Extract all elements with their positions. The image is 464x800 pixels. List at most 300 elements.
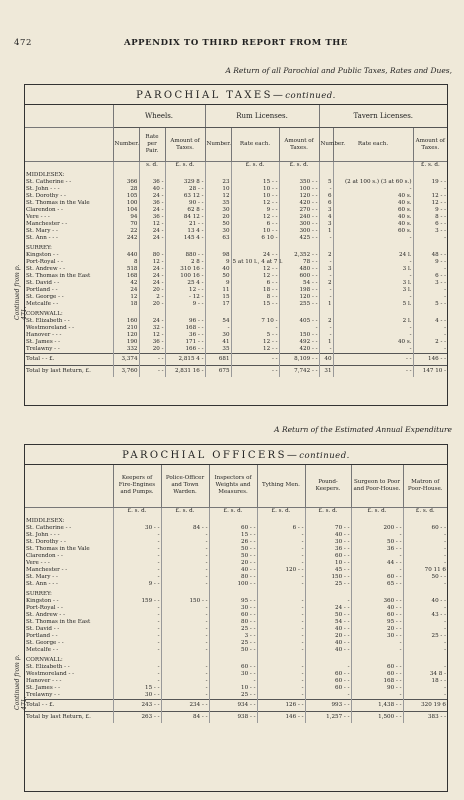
parish-name: St. Ann - - - [26, 235, 58, 241]
table-cell: 6 - - [231, 221, 279, 228]
table-cell: 255 - - [279, 301, 319, 308]
table-cell: 20 - - [351, 626, 403, 633]
table-row [25, 605, 447, 612]
table-cell: 12 - - [165, 287, 205, 294]
table-cell: 90 - - [351, 685, 403, 692]
table-cell: 60 - - [403, 525, 447, 532]
table-row [25, 581, 447, 588]
column-header: Number. [205, 128, 231, 162]
parish-name: St. James - - [26, 339, 61, 345]
table-cell: 80 - [139, 252, 165, 259]
unit-label: £. s. d. [413, 162, 447, 170]
table-cell: 20 [205, 214, 231, 221]
table-cell: - [257, 539, 305, 546]
parish-name: Vere - - - [26, 559, 50, 566]
table-cell: 4 - - [413, 318, 447, 325]
table-cell [257, 654, 305, 664]
table-cell [305, 515, 351, 525]
unit-label: £. s. d. [113, 507, 161, 515]
table-cell: 300 - - [279, 221, 319, 228]
table-cell: 28 - - [165, 186, 205, 193]
total-cell: 383 - - [403, 711, 447, 723]
table-cell [319, 308, 333, 318]
table-cell: 24 - - [305, 605, 351, 612]
table-cell: - [161, 626, 209, 633]
table-cell: 332 [113, 346, 139, 354]
table-cell: 120 - - [257, 567, 305, 574]
table-cell: 94 [113, 214, 139, 221]
table-row [25, 346, 447, 354]
table-cell: 24 - [139, 273, 165, 280]
table-row [25, 626, 447, 633]
table-cell [139, 242, 165, 252]
table-cell: 40 - - [351, 605, 403, 612]
last-return-row [25, 711, 447, 723]
table-cell: 9 [205, 280, 231, 287]
table-cell: 360 - - [351, 598, 403, 605]
table-cell: 120 - - [279, 193, 319, 200]
table-cell: 54 [205, 318, 231, 325]
table-cell: 12 - [139, 332, 165, 339]
table-cell [351, 588, 403, 598]
table-cell: - [257, 626, 305, 633]
total-cell: - - [333, 354, 413, 366]
table-cell: - [257, 678, 305, 685]
total-cell: - - [333, 366, 413, 378]
table-cell: 4 [319, 214, 333, 221]
table-cell: 3 l. [333, 280, 413, 287]
total-cell: 84 - - [161, 711, 209, 723]
table-cell: - [403, 647, 447, 654]
running-head: APPENDIX TO THIRD REPORT FROM THE [124, 38, 348, 48]
table-cell: 24 - [139, 228, 165, 235]
table-cell: - [113, 678, 161, 685]
table-cell: - 12 - [165, 294, 205, 301]
table-row [25, 692, 447, 700]
column-header: Matron of Poor-House. [403, 465, 447, 507]
table-cell: 190 [113, 339, 139, 346]
total-cell: 243 - - [113, 699, 161, 711]
table-cell [113, 515, 161, 525]
total-cell: 934 - - [209, 699, 257, 711]
total-cell: 1,500 - - [351, 711, 403, 723]
table-cell: 24 - - [231, 252, 279, 259]
table-cell: 95 - - [351, 619, 403, 626]
table-cell [413, 242, 447, 252]
table-row [25, 664, 447, 671]
table-cell: 40 s. [333, 193, 413, 200]
table-cell: 13 4 - [165, 228, 205, 235]
table-cell: 150 - - [305, 574, 351, 581]
table-cell: - [333, 273, 413, 280]
table-cell [113, 308, 139, 318]
table-cell: 310 16 - [165, 266, 205, 273]
table-cell: 3 - - [413, 280, 447, 287]
table-row [25, 294, 447, 301]
table-cell: 40 - [139, 186, 165, 193]
column-header: Inspectors of Weights and Measures. [209, 465, 257, 507]
table-cell: 12 - [139, 259, 165, 266]
table-cell: - [113, 612, 161, 619]
parish-name: Trelawny - - [26, 691, 60, 698]
unit-label: £. s. d. [305, 507, 351, 515]
table-cell [231, 169, 279, 179]
table-cell: 2 [319, 280, 333, 287]
table-cell: 210 [113, 325, 139, 332]
table-cell: - [305, 692, 351, 700]
table-cell: 11 [205, 287, 231, 294]
table-cell: 60 - - [209, 525, 257, 532]
side-note-officers: Continued from p. 471. [14, 654, 28, 710]
table-cell: - [113, 553, 161, 560]
table-cell: 40 s. [333, 221, 413, 228]
table-cell: 12 - [139, 221, 165, 228]
side-note-taxes: Continued from p. 471. [14, 264, 28, 320]
last-return-label: Total by last Return, £. [25, 711, 113, 723]
table-cell: - [113, 633, 161, 640]
section-continued: continued. [285, 91, 336, 101]
table-cell: - [403, 539, 447, 546]
table-row [25, 228, 447, 235]
table-cell: - [403, 560, 447, 567]
table-cell: 2 - [139, 294, 165, 301]
table-cell: 15 - - [113, 685, 161, 692]
parish-name: Vere - - - [26, 214, 50, 220]
group-tavern-licenses: Tavern Licenses. [319, 105, 447, 128]
table-cell [205, 242, 231, 252]
total-cell: 2,815 4 - [165, 354, 205, 366]
total-cell: 146 - - [257, 711, 305, 723]
parish-name: St. Thomas in the Vale [26, 545, 90, 552]
table-cell: - [113, 546, 161, 553]
table-cell: - [113, 671, 161, 678]
total-cell: 938 - - [209, 711, 257, 723]
table-cell: 6 - - [257, 525, 305, 532]
table-cell: 30 - - [209, 605, 257, 612]
table-cell: 36 - - [351, 546, 403, 553]
table-cell: - [161, 546, 209, 553]
table-cell: - [257, 605, 305, 612]
table-cell: - [319, 287, 333, 294]
table-cell: 3 - - [413, 228, 447, 235]
table-cell: 492 - - [279, 339, 319, 346]
table-cell: - [413, 325, 447, 332]
table-cell: 12 - - [231, 273, 279, 280]
table-cell: 78 - - [279, 259, 319, 266]
table-cell: - [257, 532, 305, 539]
table-cell: 242 [113, 235, 139, 242]
table-cell: - [257, 574, 305, 581]
column-header: Amount of Taxes. [165, 128, 205, 162]
county-heading-row [25, 308, 447, 318]
parish-name: Trelawny - - [26, 346, 60, 352]
table-cell: 8 [113, 259, 139, 266]
table-row [25, 186, 447, 193]
table-cell: 2 [319, 252, 333, 259]
table-cell: - [113, 664, 161, 671]
table-cell [413, 308, 447, 318]
table-cell: 9 - - [113, 581, 161, 588]
table-cell: 6 - - [413, 221, 447, 228]
table-cell: 24 - [139, 193, 165, 200]
table-cell: - [403, 605, 447, 612]
table-cell: 100 - - [209, 581, 257, 588]
table-cell: 6 10 - [231, 235, 279, 242]
table-cell: - [161, 671, 209, 678]
table-cell: 30 [205, 332, 231, 339]
table-cell: 12 - - [231, 266, 279, 273]
unit-label: £. s. d. [403, 507, 447, 515]
table-cell: 34 8 - [403, 671, 447, 678]
parochial-taxes-table [24, 84, 448, 406]
table-cell [205, 308, 231, 318]
table-cell [403, 654, 447, 664]
total-cell: 8,109 - - [279, 354, 319, 366]
table-cell: 24 l. [333, 252, 413, 259]
total-cell: 126 - - [257, 699, 305, 711]
table-cell: 18 [113, 301, 139, 308]
table-cell: 32 - [139, 325, 165, 332]
table-cell: - [403, 692, 447, 700]
parish-name: St. Mary - - [26, 228, 58, 234]
table-cell: 100 - - [279, 186, 319, 193]
table-cell: 60 - - [351, 612, 403, 619]
table-cell: 5 l. [333, 301, 413, 308]
parish-name: Metcalfe - - [26, 301, 59, 307]
table-cell: 300 - - [279, 228, 319, 235]
table-cell: - [161, 574, 209, 581]
table-cell: 5 - - [413, 301, 447, 308]
table-cell: 420 - - [279, 346, 319, 354]
table-row [25, 332, 447, 339]
table-row [25, 207, 447, 214]
group-rum-licenses: Rum Licenses. [205, 105, 319, 128]
total-cell: 1,257 - - [305, 711, 351, 723]
table-cell: - [161, 633, 209, 640]
table-cell: 120 - - [279, 294, 319, 301]
table-cell: - [161, 640, 209, 647]
parish-name: St. Elizabeth - - [26, 663, 70, 670]
table-cell: - [413, 266, 447, 273]
table-cell [403, 515, 447, 525]
column-header: Rate per Pair. [139, 128, 165, 162]
column-header: Number. [319, 128, 333, 162]
table-cell [305, 588, 351, 598]
county-name: CORNWALL: [26, 656, 63, 663]
table-cell: - [319, 259, 333, 266]
total-label: Total - - £. [25, 699, 113, 711]
parish-name: Hanover - - - [26, 677, 62, 684]
column-header: Keepers of Fire-Engines and Pumps. [113, 465, 161, 507]
parochial-taxes-title [25, 85, 447, 105]
table-cell [113, 169, 139, 179]
table-cell [279, 242, 319, 252]
column-header: Amount of Taxes. [413, 128, 447, 162]
table-cell: - [319, 325, 333, 332]
table-row [25, 266, 447, 273]
table-cell [351, 654, 403, 664]
table-cell [113, 242, 139, 252]
table-cell: 17 [205, 301, 231, 308]
section-continued: continued. [299, 451, 350, 461]
table-cell: 15 - - [231, 179, 279, 186]
table-cell [209, 515, 257, 525]
table-cell: 40 s. [333, 200, 413, 207]
parish-name: St. David - - [26, 280, 60, 286]
table-cell: 44 - - [351, 560, 403, 567]
column-header: Tything Men. [257, 465, 305, 507]
table-cell: 24 - [139, 235, 165, 242]
table-row [25, 560, 447, 567]
table-cell: 120 [113, 332, 139, 339]
total-cell: - - [231, 354, 279, 366]
table-cell [333, 242, 413, 252]
table-cell: 24 - [139, 207, 165, 214]
table-cell: - [161, 581, 209, 588]
table-cell: 50 - - [351, 539, 403, 546]
table-cell: 63 12 - [165, 193, 205, 200]
table-cell: 425 - - [279, 235, 319, 242]
table-cell: - [257, 664, 305, 671]
table-cell: - [231, 325, 279, 332]
parish-name: St. David - - [26, 625, 60, 632]
unit-label: £. s. d. [279, 162, 319, 170]
table-cell: - [403, 626, 447, 633]
unit-label: £. s. d. [161, 507, 209, 515]
total-row [25, 354, 447, 366]
table-cell: 25 - - [209, 626, 257, 633]
table-cell: 2 - - [413, 339, 447, 346]
table-cell: - [319, 273, 333, 280]
table-row [25, 553, 447, 560]
table-cell: (2 at 100 s.) (3 at 60 s.) [333, 179, 413, 186]
taxes-grid [25, 105, 447, 377]
total-cell: 234 - - [161, 699, 209, 711]
table-cell: - [161, 692, 209, 700]
table-cell: - [205, 325, 231, 332]
table-cell: - [113, 626, 161, 633]
table-cell: - [257, 640, 305, 647]
parish-name: St. Thomas in the East [26, 618, 91, 625]
parish-name: St. John - - - [26, 186, 60, 192]
table-cell: 50 [205, 221, 231, 228]
table-cell [165, 242, 205, 252]
table-cell: 3 l. [333, 266, 413, 273]
parish-name: St. Dorothy - - [26, 538, 66, 545]
corner-cell [25, 105, 113, 128]
table-cell: 48 - - [413, 252, 447, 259]
table-cell: 98 [205, 252, 231, 259]
table-cell: 171 - - [165, 339, 205, 346]
table-cell: 440 [113, 252, 139, 259]
table-cell: 96 - - [165, 318, 205, 325]
total-cell: 147 10 - [413, 366, 447, 378]
parochial-officers-title [25, 445, 447, 465]
table-cell: 42 [113, 280, 139, 287]
table-cell: - [319, 332, 333, 339]
table-cell [161, 515, 209, 525]
table-cell: - [413, 186, 447, 193]
table-cell: 3 [319, 207, 333, 214]
table-cell: 63 [205, 235, 231, 242]
parish-name: St. Catherine - - [26, 524, 72, 531]
table-cell: 23 [205, 179, 231, 186]
table-row [25, 287, 447, 294]
table-cell: 30 [205, 207, 231, 214]
column-header: Number. [113, 128, 139, 162]
table-cell: 40 - - [305, 647, 351, 654]
table-cell: 329 8 - [165, 179, 205, 186]
parish-name: Westmoreland - - [26, 325, 75, 331]
table-cell: 518 [113, 266, 139, 273]
table-row [25, 235, 447, 242]
table-cell: 19 - - [413, 179, 447, 186]
table-cell: 12 - - [231, 200, 279, 207]
table-cell: 10 - - [209, 685, 257, 692]
county-name: MIDDLESEX: [26, 172, 65, 178]
table-cell: 70 11 6 [403, 567, 447, 574]
table-cell: 40 - - [305, 626, 351, 633]
table-cell: 168 - - [165, 325, 205, 332]
table-cell: 35 [205, 346, 231, 354]
table-cell: - [403, 546, 447, 553]
table-cell: - [113, 532, 161, 539]
table-cell: - [351, 567, 403, 574]
table-cell: 12 [113, 294, 139, 301]
table-cell: - [113, 560, 161, 567]
total-cell: 31 [319, 366, 333, 378]
table-cell: 12 [205, 193, 231, 200]
table-cell: 40 - - [305, 532, 351, 539]
table-row [25, 685, 447, 692]
table-cell: - [161, 532, 209, 539]
table-cell: 36 - [139, 339, 165, 346]
total-cell: 675 [205, 366, 231, 378]
table-row [25, 318, 447, 325]
table-cell: 7 10 - [231, 318, 279, 325]
table-cell: 2,352 - - [279, 252, 319, 259]
table-cell [165, 308, 205, 318]
parish-name: St. George - - [26, 294, 64, 300]
table-cell: 41 [205, 339, 231, 346]
table-cell: - [257, 581, 305, 588]
units-blank [25, 162, 113, 170]
table-cell: 20 - - [209, 560, 257, 567]
unit-label [205, 162, 231, 170]
table-cell: - [351, 692, 403, 700]
table-row [25, 179, 447, 186]
table-cell: 28 [113, 186, 139, 193]
table-cell: 60 - - [305, 678, 351, 685]
table-cell: 36 - [139, 214, 165, 221]
total-cell: 320 19 6 [403, 699, 447, 711]
table-cell: 40 s. [333, 339, 413, 346]
parish-name: St. Andrew - - [26, 611, 65, 618]
table-cell: 20 - [139, 287, 165, 294]
table-cell: 20 - [139, 301, 165, 308]
table-cell: 9 - - [413, 259, 447, 266]
table-cell: 30 - - [209, 671, 257, 678]
total-cell: 3,374 [113, 354, 139, 366]
column-header: Pound-Keepers. [305, 465, 351, 507]
table-cell: - [257, 560, 305, 567]
table-cell: - [209, 678, 257, 685]
table-cell: - [413, 235, 447, 242]
table-cell: 43 - - [403, 612, 447, 619]
table-cell [333, 169, 413, 179]
table-cell: 880 - - [165, 252, 205, 259]
unit-label: £. s. d. [257, 507, 305, 515]
